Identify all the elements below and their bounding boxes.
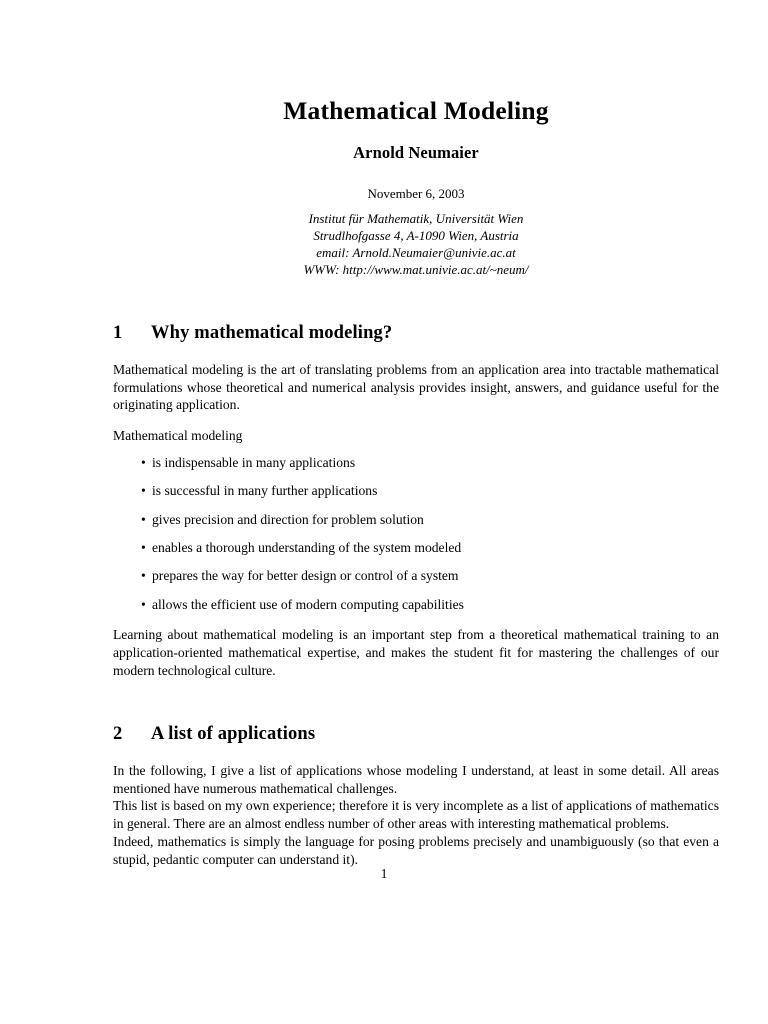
section-1-closing-paragraph: Learning about mathematical modeling is an important step from a theoretical mathematical training to an application-oriented mathematical expertise, and makes the student fit for mastering the challenges of our modern technological culture. [113, 627, 719, 678]
section-2-paragraph-3: Indeed, mathematics is simply the language for posing problems precisely and unambiguously (so that even a stupid, pedantic computer can understand it). [113, 833, 719, 867]
section-title-1: Why mathematical modeling? [151, 322, 393, 343]
list-item [113, 596, 719, 614]
affiliation-email: email: Arnold.Neumaier@univie.ac.at [316, 245, 516, 261]
section-2-paragraph-2: This list is based on my own experience; therefore it is very incomplete as a list of applications of mathematics in general. There are an almost endless number of other areas with interesting mathematical problems. [113, 798, 719, 832]
title-block [113, 0, 719, 279]
section-2-paragraph-1: In the following, I give a list of applications whose modeling I understand, at least in some detail. All areas mentioned have numerous mathematical challenges. [113, 762, 719, 796]
page-title: Mathematical Modeling [283, 96, 549, 125]
benefits-bullet-list [113, 445, 719, 613]
bullet-icon: • [141, 596, 146, 612]
list-item-label: is successful in many further applications [152, 483, 378, 499]
list-item [113, 482, 719, 510]
list-item-label: prepares the way for better design or control of a system [152, 568, 459, 584]
list-item-label: allows the efficient use of modern computing capabilities [152, 596, 464, 612]
affiliation-block [113, 202, 719, 279]
bullet-icon: • [141, 511, 146, 527]
section-1-intro-paragraph: Mathematical modeling is the art of translating problems from an application area into tractable mathematical formulations whose theoretical and numerical analysis provides insight, answers, and guidance useful for the originating application. [113, 361, 719, 413]
bullet-icon: • [141, 539, 146, 555]
bullet-icon: • [141, 483, 146, 499]
list-item [113, 454, 719, 482]
bullet-icon: • [141, 455, 146, 471]
section-heading-1 [113, 279, 719, 344]
page-content [113, 0, 719, 869]
list-item [113, 567, 719, 595]
author-name: Arnold Neumaier [353, 143, 479, 163]
section-title-2: A list of applications [151, 723, 316, 744]
affiliation-address: Strudlhofgasse 4, A-1090 Wien, Austria [313, 228, 519, 244]
bullet-icon: • [141, 568, 146, 584]
section-number-1: 1 [113, 322, 123, 343]
affiliation-website: WWW: http://www.mat.univie.ac.at/~neum/ [303, 261, 529, 277]
bullet-list-lead-in: Mathematical modeling [113, 428, 243, 444]
publication-date: November 6, 2003 [367, 186, 465, 202]
section-heading-2 [113, 680, 719, 745]
list-item-label: gives precision and direction for problem solution [152, 511, 424, 527]
list-item-label: is indispensable in many applications [152, 455, 356, 471]
affiliation-institute: Institut für Mathematik, Universität Wien [308, 211, 524, 227]
list-item-label: enables a thorough understanding of the system modeled [152, 539, 462, 555]
list-item [113, 539, 719, 567]
page-number: 1 [380, 866, 388, 881]
list-item [113, 511, 719, 539]
section-number-2: 2 [113, 723, 123, 744]
